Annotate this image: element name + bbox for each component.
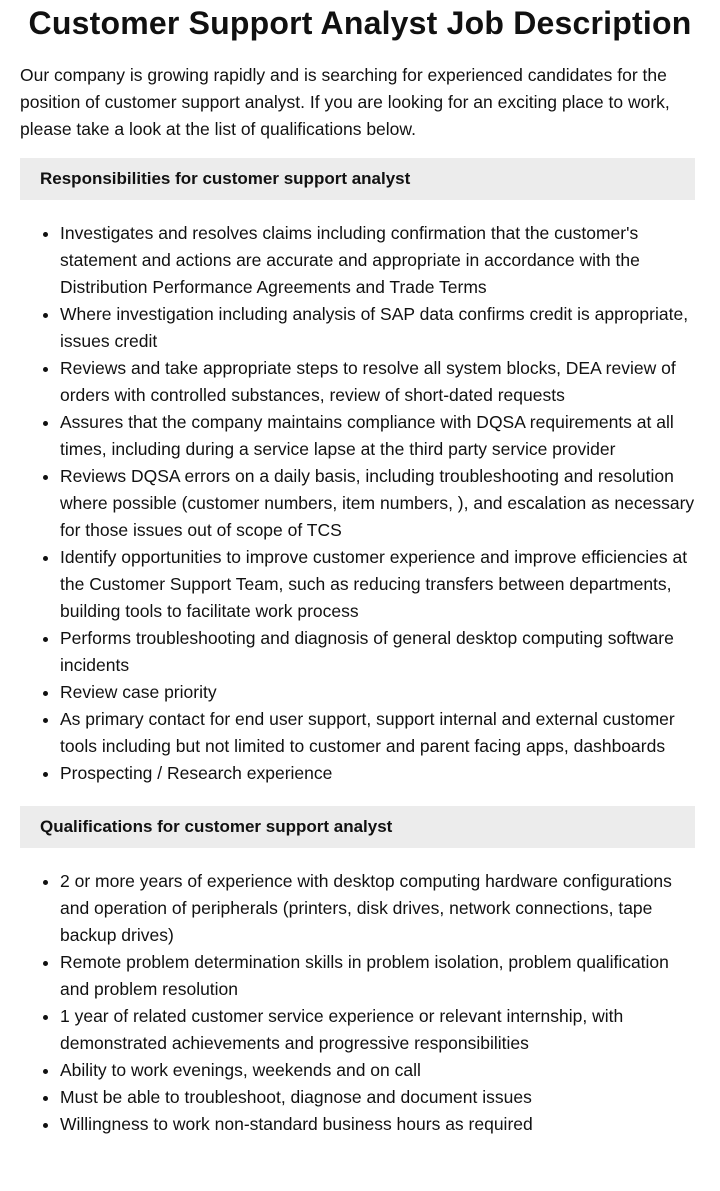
list-item: • As primary contact for end user support, support internal and external customer tools including but not limited to customer and parent facing apps, dashboards xyxy=(60,706,700,760)
qualifications-heading: Qualifications for customer support analyst xyxy=(20,806,695,848)
list-item: • Prospecting / Research experience xyxy=(60,760,700,787)
list-item: • Identify opportunities to improve customer experience and improve efficiencies at the Customer Support Team, such as reducing transfers between departments, building tools to facilitate work process xyxy=(60,544,700,625)
page-title: Customer Support Analyst Job Description xyxy=(28,5,692,41)
list-item: • Reviews DQSA errors on a daily basis, including troubleshooting and resolution where possible (customer numbers, item numbers, ), and escalation as necessary for those issues out of scope of TCS xyxy=(60,463,700,544)
intro-paragraph: Our company is growing rapidly and is searching for experienced candidates for the position of customer support analyst. If you are looking for an exciting place to work, please take a look at the list of qualifications below. xyxy=(20,65,670,139)
list-item: • 2 or more years of experience with desktop computing hardware configurations and operation of peripherals (printers, disk drives, network connections, tape backup drives) xyxy=(60,868,700,949)
list-item: • Must be able to troubleshoot, diagnose and document issues xyxy=(60,1084,700,1111)
list-item: • Remote problem determination skills in problem isolation, problem qualification and problem resolution xyxy=(60,949,700,1003)
sections xyxy=(0,158,720,1138)
responsibilities-list xyxy=(0,220,700,787)
list-item: • Investigates and resolves claims including confirmation that the customer's statement and actions are accurate and appropriate in accordance with the Distribution Performance Agreements and Trade Terms xyxy=(60,220,700,301)
list-item: • Ability to work evenings, weekends and on call xyxy=(60,1057,700,1084)
responsibilities-heading: Responsibilities for customer support analyst xyxy=(20,158,695,200)
list-item: • Where investigation including analysis of SAP data confirms credit is appropriate, issues credit xyxy=(60,301,700,355)
list-item: • 1 year of related customer service experience or relevant internship, with demonstrated achievements and progressive responsibilities xyxy=(60,1003,700,1057)
list-item: • Performs troubleshooting and diagnosis of general desktop computing software incidents xyxy=(60,625,700,679)
list-item: • Willingness to work non-standard business hours as required xyxy=(60,1111,700,1138)
list-item: • Review case priority xyxy=(60,679,700,706)
list-item: • Assures that the company maintains compliance with DQSA requirements at all times, including during a service lapse at the third party service provider xyxy=(60,409,700,463)
qualifications-list xyxy=(0,868,700,1138)
list-item: • Reviews and take appropriate steps to resolve all system blocks, DEA review of orders with controlled substances, review of short-dated requests xyxy=(60,355,700,409)
